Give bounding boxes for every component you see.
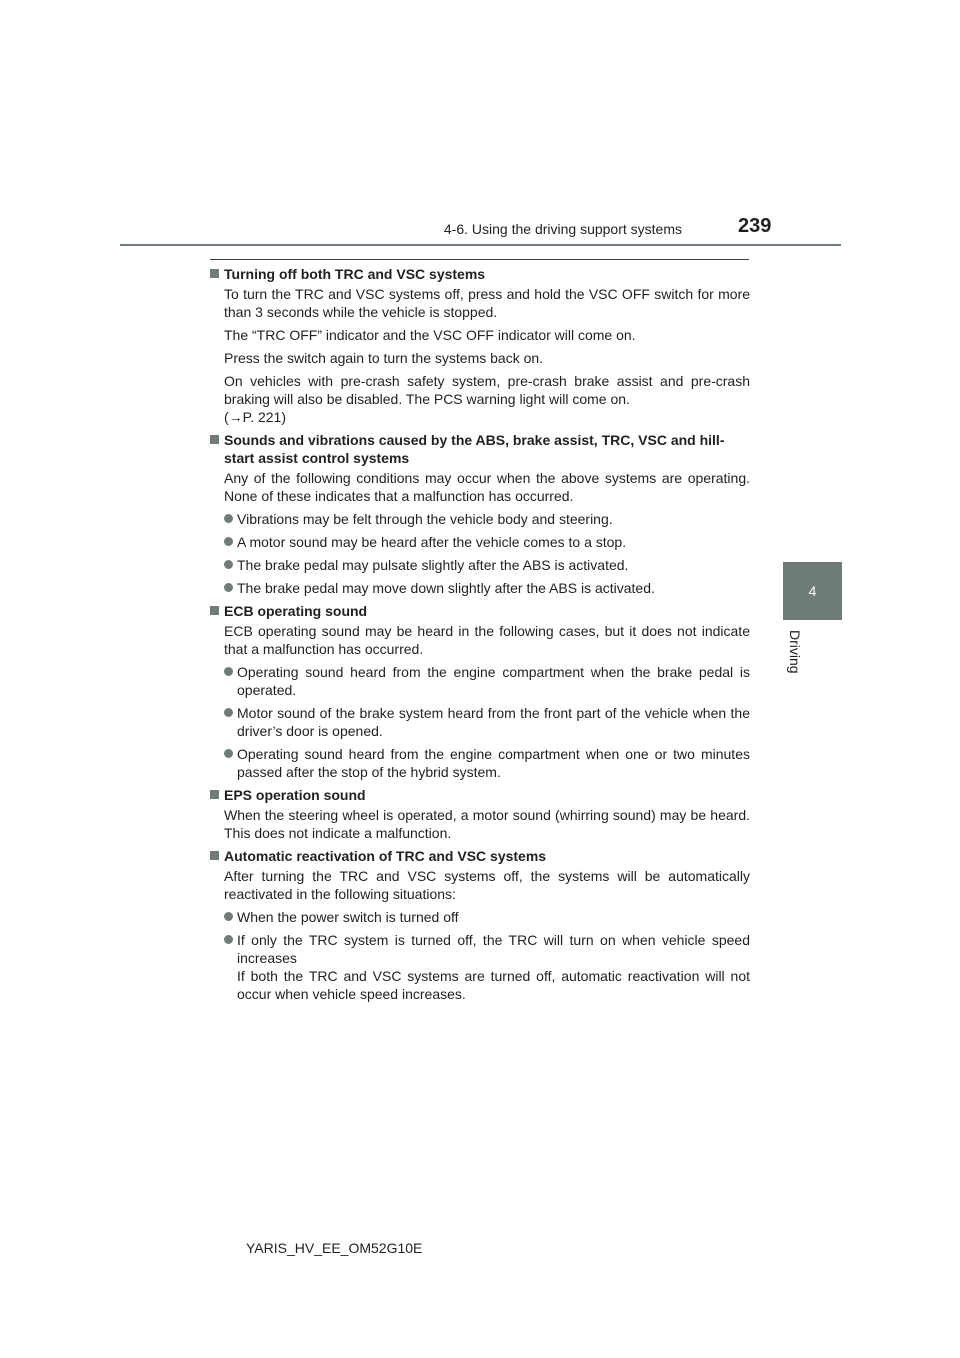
list-item [210,556,750,574]
square-bullet-icon [210,606,219,615]
section-turning-off-trc-vsc [210,265,750,426]
list-item-text: Motor sound of the brake system heard from the front part of the vehicle when the driver’s door is opened. [237,705,750,739]
round-bullet-icon [224,708,233,717]
round-bullet-icon [224,667,233,676]
round-bullet-icon [224,560,233,569]
list-item-text: A motor sound may be heard after the vehicle comes to a stop. [237,534,627,550]
round-bullet-icon [224,537,233,546]
paragraph: Press the switch again to turn the systems back on. [224,350,544,366]
section-heading-text: Turning off both TRC and VSC systems [224,266,486,282]
paragraph: ECB operating sound may be heard in the following cases, but it does not indicate that a malfunction has occurred. [224,623,750,657]
page-number: 239 [738,215,772,237]
square-bullet-icon [210,269,219,278]
list-item-text: The brake pedal may pulsate slightly after the ABS is activated. [237,557,629,573]
section-ecb-operating-sound [210,602,750,781]
paragraph: On vehicles with pre-crash safety system, pre-crash brake assist and pre-crash braking will also be disabled. The PCS warning light will come on. [224,373,750,407]
page-content [210,265,750,1008]
section-heading-text: Sounds and vibrations caused by the ABS, brake assist, TRC, VSC and hill-start assist control systems [224,432,725,466]
chapter-label: Driving [787,630,803,674]
paragraph: To turn the TRC and VSC systems off, press and hold the VSC OFF switch for more than 3 seconds while the vehicle is stopped. [224,286,750,320]
list-item [210,663,750,699]
section-heading-text: Automatic reactivation of TRC and VSC systems [224,848,547,864]
list-item-text: When the power switch is turned off [237,909,459,925]
list-item-note-text: If both the TRC and VSC systems are turned off, automatic reactivation will not occur when vehicle speed increases. [237,968,750,1002]
list-item-text: Vibrations may be felt through the vehicle body and steering. [237,511,613,527]
list-item-text: Operating sound heard from the engine compartment when the brake pedal is operated. [237,664,750,698]
list-item [210,533,750,551]
square-bullet-icon [210,435,219,444]
round-bullet-icon [224,514,233,523]
section-heading-text: EPS operation sound [224,787,366,803]
page-reference-link[interactable]: (→P. 221) [224,409,286,425]
section-sounds-vibrations [210,431,750,597]
section-automatic-reactivation [210,847,750,1003]
list-item-text: The brake pedal may move down slightly after the ABS is activated. [237,580,655,596]
section-eps-operation-sound [210,786,750,842]
list-item [210,510,750,528]
document-code: YARIS_HV_EE_OM52G10E [246,1240,423,1256]
chapter-tab [783,562,842,620]
paragraph: After turning the TRC and VSC systems off, the systems will be automatically reactivated in the following situations: [224,868,750,902]
list-item [210,908,750,926]
list-item [210,704,750,740]
list-item-text: If only the TRC system is turned off, the TRC will turn on when vehicle speed increases [237,932,750,966]
header-rule [120,244,841,246]
section-heading [210,265,750,283]
content-top-rule [210,259,749,260]
list-item [210,579,750,597]
section-heading [210,786,750,804]
list-item-note [210,967,750,1003]
chapter-number: 4 [808,583,817,599]
paragraph: Any of the following conditions may occur when the above systems are operating. None of these indicates that a malfunction has occurred. [224,470,750,504]
square-bullet-icon [210,851,219,860]
list-item [210,745,750,781]
paragraph: When the steering wheel is operated, a motor sound (whirring sound) may be heard. This does not indicate a malfunction. [224,807,750,841]
section-heading [210,431,750,467]
square-bullet-icon [210,790,219,799]
list-item [210,931,750,967]
round-bullet-icon [224,935,233,944]
round-bullet-icon [224,583,233,592]
round-bullet-icon [224,912,233,921]
list-item-text: Operating sound heard from the engine compartment when one or two minutes passed after the stop of the hybrid system. [237,746,750,780]
paragraph: The “TRC OFF” indicator and the VSC OFF indicator will come on. [224,327,636,343]
round-bullet-icon [224,749,233,758]
section-heading [210,847,750,865]
running-header-title: 4-6. Using the driving support systems [443,221,682,237]
section-heading-text: ECB operating sound [224,603,368,619]
section-heading [210,602,750,620]
